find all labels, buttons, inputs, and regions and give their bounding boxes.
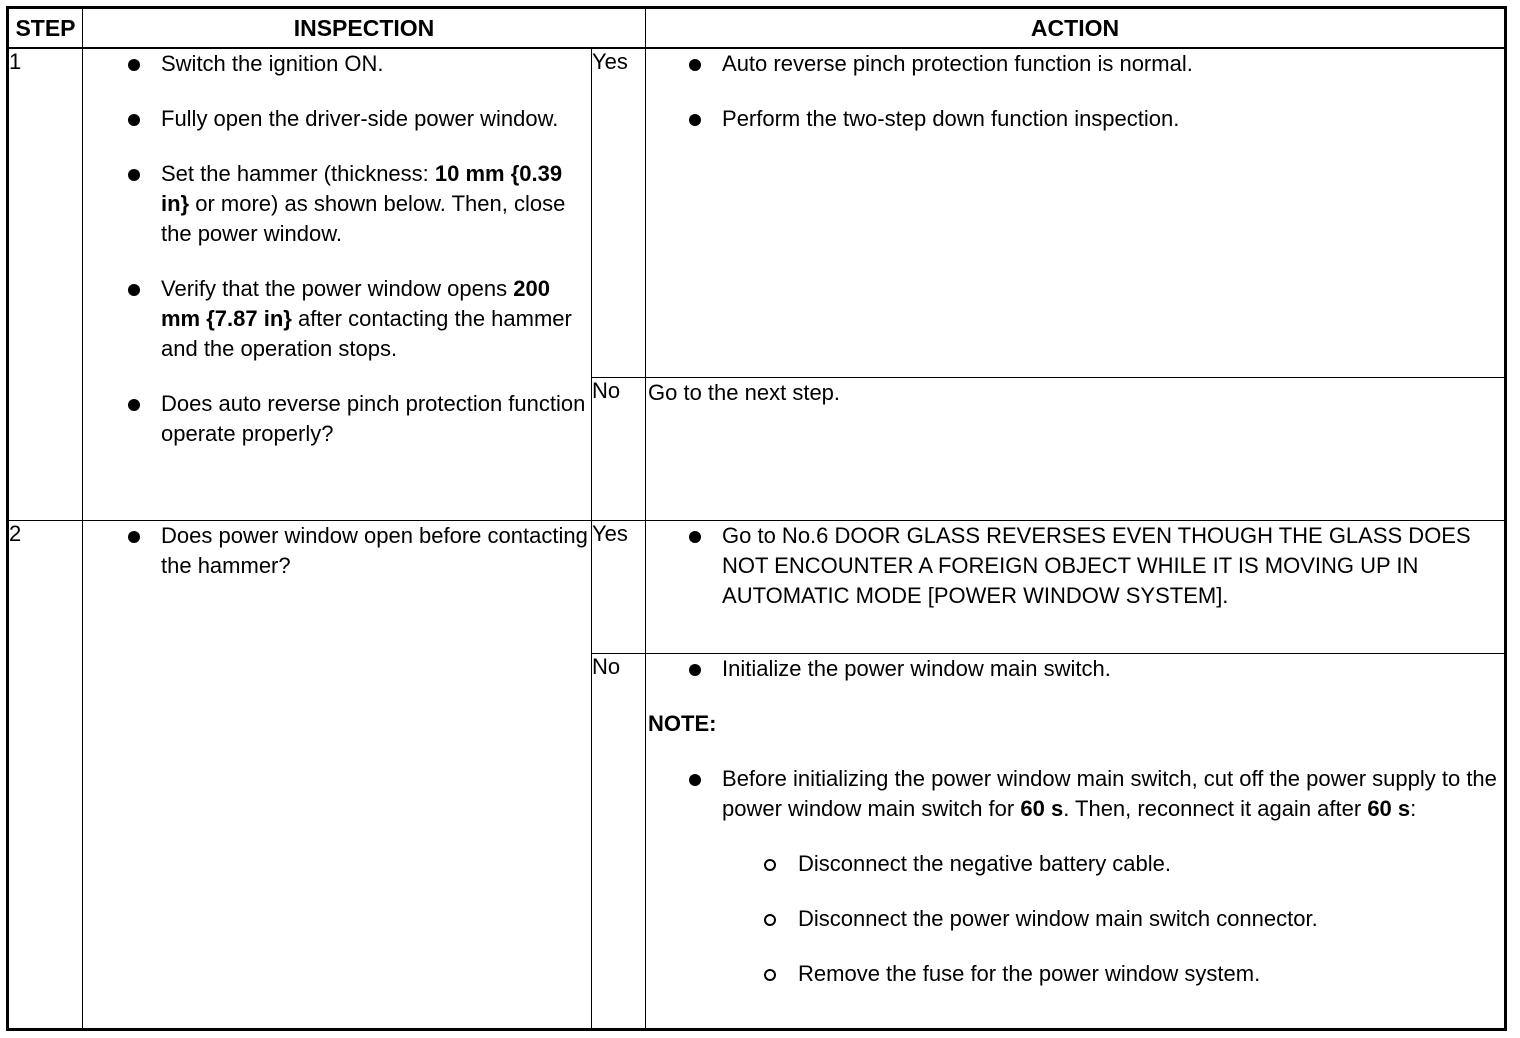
- opening-distance-value: 200 mm {7.87 in}: [161, 276, 550, 331]
- step1-number: 1: [8, 48, 83, 520]
- sub-list-item: Remove the fuse for the power window system.: [646, 959, 1504, 989]
- list-item: Set the hammer (thickness: 10 mm {0.39 in} or more) as shown below. Then, close the power window.: [83, 159, 591, 249]
- list-item: Verify that the power window opens 200 mm {7.87 in} after contacting the hammer and the operation stops.: [83, 274, 591, 364]
- step2-no-action: [646, 653, 1506, 1030]
- header-step: STEP: [8, 8, 83, 49]
- step1-inspection: [83, 48, 592, 520]
- list-item: Perform the two-step down function inspection.: [646, 104, 1504, 134]
- step2-inspection: [83, 520, 592, 1030]
- note-item: Before initializing the power window main switch, cut off the power supply to the power window main switch for 60 s. Then, reconnect it again after 60 s:: [646, 764, 1504, 824]
- list-item: Does auto reverse pinch protection function operate properly?: [83, 389, 591, 449]
- list-item: Initialize the power window main switch.: [646, 654, 1504, 684]
- no-action-text: Go to the next step.: [648, 379, 841, 405]
- header-inspection: INSPECTION: [83, 8, 646, 49]
- list-item: Auto reverse pinch protection function is normal.: [646, 49, 1504, 79]
- troubleshooting-table: [6, 6, 1507, 1031]
- note-label: NOTE:: [648, 710, 717, 736]
- header-row: [8, 8, 1506, 49]
- step2-no-label: No: [592, 653, 646, 1030]
- step1-no-label: No: [592, 377, 646, 520]
- step1-yes-row: [8, 48, 1506, 377]
- step1-yes-action: [646, 48, 1506, 377]
- list-item: Fully open the driver-side power window.: [83, 104, 591, 134]
- header-action: ACTION: [646, 8, 1506, 49]
- step1-inspection-list: [83, 49, 591, 449]
- step1-no-action: [646, 377, 1506, 520]
- step1-yes-label: Yes: [592, 48, 646, 377]
- hammer-thickness-value: 10 mm {0.39 in}: [161, 161, 563, 216]
- note-sub-list: [646, 849, 1504, 989]
- sub-list-item: Disconnect the negative battery cable.: [646, 849, 1504, 879]
- list-item: Go to No.6 DOOR GLASS REVERSES EVEN THOUGH THE GLASS DOES NOT ENCOUNTER A FOREIGN OBJECT WHILE IT IS MOVING UP IN AUTOMATIC MODE [POWER WINDOW SYSTEM].: [646, 521, 1504, 611]
- list-item: Does power window open before contacting the hammer?: [83, 521, 591, 581]
- sub-list-item: Disconnect the power window main switch connector.: [646, 904, 1504, 934]
- list-item: Switch the ignition ON.: [83, 49, 591, 79]
- step2-yes-action: [646, 520, 1506, 653]
- step2-yes-label: Yes: [592, 520, 646, 653]
- step2-number: 2: [8, 520, 83, 1030]
- step2-yes-row: [8, 520, 1506, 653]
